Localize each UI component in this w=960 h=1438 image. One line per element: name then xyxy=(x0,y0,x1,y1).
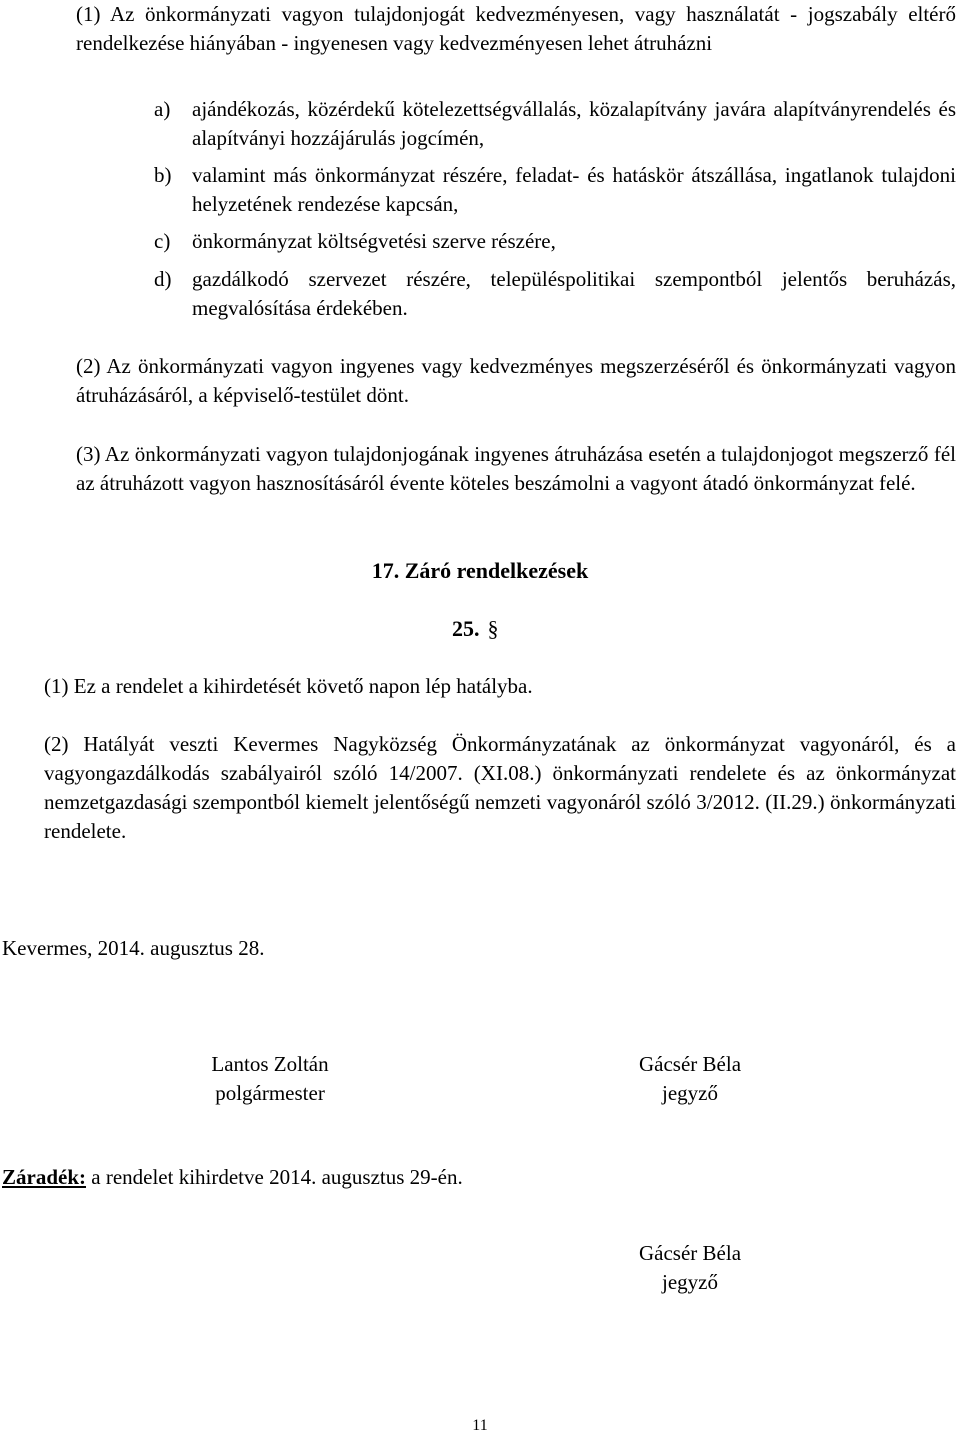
paragraph-2: (2) Az önkormányzati vagyon ingyenes vagy kedvezményes megszerzéséről és önkormányzati vagyon átruházásáról, a képviselő-testület dönt. xyxy=(76,354,956,407)
signature-block-mayor xyxy=(190,1050,350,1108)
paragraph-3: (3) Az önkormányzati vagyon tulajdonjogának ingyenes átruházása esetén a tulajdonjogot megszerző fél az átruházott vagyon hasznosításáról évente köteles beszámolni a vagyont átadó önkormányzat felé. xyxy=(76,442,956,495)
list-letter: a) xyxy=(154,97,171,121)
signatory-title: polgármester xyxy=(215,1081,325,1105)
section-sign: § xyxy=(487,616,499,641)
paragraph-5: (2) Hatályát veszti Kevermes Nagyközség Önkormányzatának az önkormányzat vagyonáról, és a vagyongazdálkodás szabályairól szóló 14/2007. (XI.08.) önkormányzati rendelete és az önkormányzat nemzetgazdasági szempontból kiemelt jelentőségű nemzeti vagyonáról szóló 3/2012. (II.29.) önkormányzati rendelete. xyxy=(44,732,956,843)
signatory-name: Gácsér Béla xyxy=(638,1241,742,1265)
clause-text: a rendelet kihirdetve 2014. augusztus 29-én. xyxy=(86,1165,463,1189)
section-heading xyxy=(452,614,499,643)
clause-label: Záradék: xyxy=(2,1165,86,1189)
paragraph-1: (1) Az önkormányzati vagyon tulajdonjogát kedvezményesen, vagy használatát - jogszabály eltérő rendelkezése hiányában - ingyenesen vagy kedvezményesen lehet átruházni xyxy=(76,2,956,55)
paragraph-4: (1) Ez a rendelet a kihirdetését követő napon lép hatályba. xyxy=(44,674,533,698)
signatory-name: Lantos Zoltán xyxy=(211,1052,329,1076)
list-item-c xyxy=(154,227,956,256)
clause-note xyxy=(2,1163,463,1192)
list-text: valamint más önkormányzat részére, feladat- és hatáskör átszállása, ingatlanok tulajdoni helyzetének rendezése kapcsán, xyxy=(192,163,956,216)
list-text: ajándékozás, közérdekű kötelezettségvállalás, közalapítvány javára alapítványrendelés és alapítványi hozzájárulás jogcímén, xyxy=(192,97,956,150)
list-letter: d) xyxy=(154,267,172,291)
list-text: önkormányzat költségvetési szerve részére, xyxy=(192,229,556,253)
list-item-d xyxy=(154,265,956,323)
place-date: Kevermes, 2014. augusztus 28. xyxy=(2,936,265,960)
list-item-b xyxy=(154,161,956,219)
section-number: 25. xyxy=(452,616,480,641)
signatory-name: Gácsér Béla xyxy=(638,1052,742,1076)
chapter-heading xyxy=(0,556,960,585)
list-letter: b) xyxy=(154,163,172,187)
page-number: 11 xyxy=(472,1417,488,1434)
signatory-title: jegyző xyxy=(662,1270,718,1294)
list-letter: c) xyxy=(154,229,171,253)
signature-block-notary-2 xyxy=(610,1239,770,1297)
list-text: gazdálkodó szervezet részére, településpolitikai szempontból jelentős beruházás, megvalósítása érdekében. xyxy=(192,267,956,320)
chapter-heading-text: 17. Záró rendelkezések xyxy=(371,558,589,583)
signature-block-notary xyxy=(610,1050,770,1108)
list-item-a xyxy=(154,95,956,153)
signatory-title: jegyző xyxy=(662,1081,718,1105)
